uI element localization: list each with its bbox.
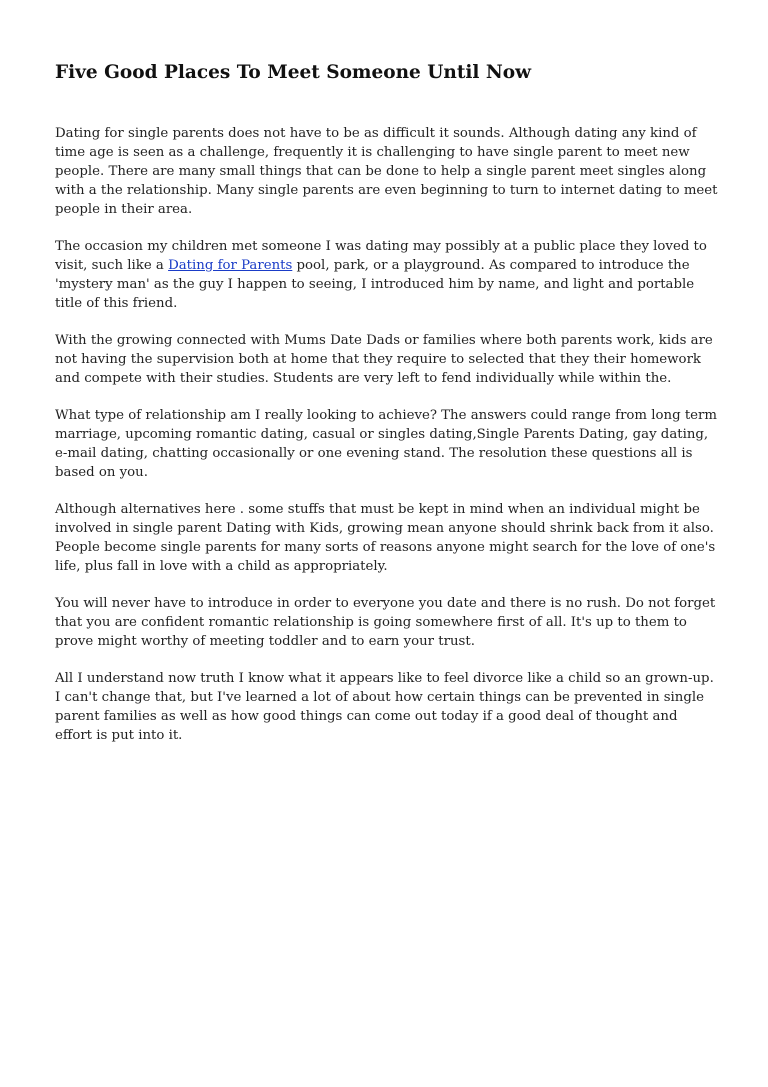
paragraph-7: All I understand now truth I know what it appears like to feel divorce like a child so an grown-up. I can't change that, but I've learned a lot of about how certain things can be prevented in single parent families as well as how good things can come out today if a good deal of thought and effort is put into it. — [55, 671, 714, 743]
paragraph-1: Dating for single parents does not have to be as difficult it sounds. Although dating any kind of time age is seen as a challenge, frequently it is challenging to have single parent to meet new people. There are many small things that can be done to help a single parent meet singles along with a the relationship. Many single parents are even beginning to turn to internet dating to meet people in their area. — [55, 126, 718, 217]
paragraph-3: With the growing connected with Mums Date Dads or families where both parents work, kids are not having the supervision both at home that they require to selected that they their homework and compete with their studies. Students are very left to fend individually while within the. — [55, 333, 713, 386]
paragraph-6: You will never have to introduce in order to everyone you date and there is no rush. Do not forget that you are confident romantic relationship is going somewhere first of all. It's up to them to prove might worthy of meeting toddler and to earn your trust. — [55, 596, 716, 649]
paragraph-5: Although alternatives here . some stuffs that must be kept in mind when an individual might be involved in single parent Dating with Kids, growing mean anyone should shrink back from it also. People become single parents for many sorts of reasons anyone might search for the love of one's life, plus fall in love with a child as appropriately. — [55, 502, 716, 574]
paragraph-4: What type of relationship am I really looking to achieve? The answers could range from long term marriage, upcoming romantic dating, casual or singles dating,Single Parents Dating, gay dating, e-mail dating, chatting occasionally or one evening stand. The resolution these questions all is based on you. — [55, 408, 718, 480]
paragraph-2-text-before-link: The occasion my children met someone I was dating may possibly at a public place they loved to visit, such like a — [55, 239, 707, 273]
page-title: Five Good Places To Meet Someone Until Now — [55, 62, 532, 83]
paragraph-2-text-after-link: pool, park, or a playground. As compared to introduce the 'mystery man' as the guy I happen to seeing, I introduced him by name, and light and portable title of this friend. — [55, 258, 695, 311]
paragraph-2 — [55, 237, 718, 313]
dating-for-parents-link[interactable]: Dating for Parents — [168, 258, 293, 273]
